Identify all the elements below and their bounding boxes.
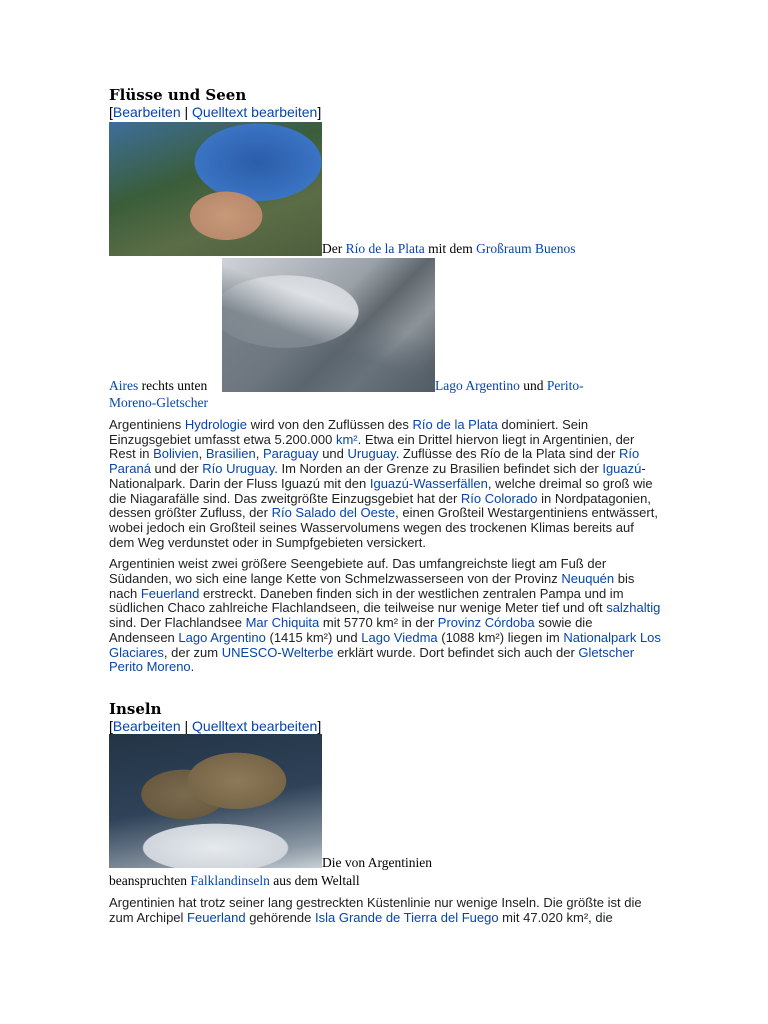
link-moreno-gletscher[interactable]: Moreno-Gletscher xyxy=(109,395,208,410)
edit-separator: | xyxy=(180,104,193,120)
bracket-open: [ xyxy=(109,104,113,120)
bracket-close: ] xyxy=(317,718,322,734)
section-fluesse-und-seen xyxy=(109,86,661,675)
text: , xyxy=(198,446,206,462)
text: (1088 km²) liegen im xyxy=(437,629,564,645)
edit-links-fluesse xyxy=(109,104,661,120)
link-brasilien[interactable]: Brasilien xyxy=(205,446,256,462)
link-provinz-cordoba[interactable]: Provinz Córdoba xyxy=(437,615,535,631)
text: Argentinien weist zwei größere Seengebiete auf. Das umfangreichste liegt am Fuß der Südanden, wo sich eine lange Kette von Schmelzwasserseen von der Provinz xyxy=(109,556,607,587)
link-nationalpark-los-glaciares[interactable]: Nationalpark Los Glaciares xyxy=(109,629,661,660)
edit-links-inseln xyxy=(109,718,661,734)
caption-text: beanspruchten xyxy=(109,873,191,888)
bracket-open: [ xyxy=(109,718,113,734)
caption-line-2b xyxy=(435,378,584,394)
caption-text: aus dem Weltall xyxy=(269,873,360,888)
heading-fluesse-und-seen: Flüsse und Seen xyxy=(109,86,247,104)
caption-text: und xyxy=(519,378,547,393)
link-gletscher-perito-moreno[interactable]: Gletscher Perito Moreno xyxy=(109,644,635,675)
text: Argentiniens xyxy=(109,417,185,432)
text: bis nach xyxy=(109,571,635,601)
text: . Zuflüsse des Río de la Plata sind der xyxy=(395,446,619,462)
section-inseln xyxy=(109,700,661,925)
link-isla-grande[interactable]: Isla Grande de Tierra del Fuego xyxy=(315,909,499,925)
paragraph-seen xyxy=(109,557,661,675)
text: . xyxy=(190,659,195,675)
link-mar-chiquita[interactable]: Mar Chiquita xyxy=(245,615,320,631)
bracket-close: ] xyxy=(317,104,322,120)
link-perito[interactable]: Perito- xyxy=(546,378,584,393)
link-iguazu[interactable]: Iguazú xyxy=(602,461,642,477)
text: (1415 km²) und xyxy=(265,629,362,645)
text: wird von den Zuflüssen des xyxy=(247,417,413,432)
text: erstreckt. Daneben finden sich in der westlichen zentralen Pampa und im südlichen Chaco zahlreiche Flachlandseen, die teilweise nur wenige Meter tief und oft xyxy=(109,585,624,616)
link-feuerland[interactable]: Feuerland xyxy=(140,585,200,601)
link-lago-argentino[interactable]: Lago Argentino xyxy=(435,378,520,393)
text: mit 47.020 km², die xyxy=(498,909,613,925)
text: dominiert. Sein Einzugsgebiet umfasst etwa 5.200.000 xyxy=(109,417,589,447)
heading-inseln: Inseln xyxy=(109,700,162,718)
link-rio-colorado[interactable]: Río Colorado xyxy=(460,490,538,506)
text: , xyxy=(255,446,263,462)
caption-inseln-line-1: Die von Argentinien xyxy=(322,855,432,870)
paragraph-hydrologie xyxy=(109,418,661,550)
link-hydrologie[interactable]: Hydrologie xyxy=(184,417,248,432)
text: gehörende xyxy=(245,909,315,925)
text: sind. Der Flachlandsee xyxy=(109,615,246,631)
text: Argentinien hat trotz seiner lang gestreckten Küstenlinie nur wenige Inseln. Die größte ist die zum Archipel xyxy=(109,895,642,925)
link-bolivien[interactable]: Bolivien xyxy=(153,446,199,462)
link-iguazu-wasserfaelle[interactable]: Iguazú-Wasserfällen xyxy=(369,475,488,491)
caption-line-1 xyxy=(322,241,575,257)
text: und xyxy=(318,446,348,462)
text: , der zum xyxy=(163,644,222,660)
glacier-photo[interactable] xyxy=(222,258,435,392)
link-feuerland-2[interactable]: Feuerland xyxy=(187,909,246,925)
text: , einen Großteil Westargentiniens entwässert, wobei jedoch ein Großteil seines Wasservolumens wegen des trockenen Klimas bereits auf dem Weg verdunstet oder in Sumpfgebieten versickert. xyxy=(109,505,658,550)
link-rio-salado-del-oeste[interactable]: Río Salado del Oeste xyxy=(271,505,396,521)
link-neuquen[interactable]: Neuquén xyxy=(561,571,615,587)
text: sowie die Andenseen xyxy=(109,615,593,645)
link-paraguay[interactable]: Paraguay xyxy=(262,446,319,462)
caption-inseln-line-2 xyxy=(109,873,360,889)
text: und der xyxy=(150,461,203,477)
caption-line-2 xyxy=(109,378,207,394)
link-unesco-welterbe[interactable]: UNESCO-Welterbe xyxy=(221,644,334,660)
edit-source-link[interactable]: Quelltext bearbeiten xyxy=(192,104,318,120)
link-salzhaltig[interactable]: salzhaltig xyxy=(606,600,661,616)
text: in Nordpatagonien, dessen größter Zufluss, der xyxy=(109,490,652,521)
caption-text: mit dem xyxy=(424,241,477,256)
paragraph-inseln xyxy=(109,896,661,925)
link-aires[interactable]: Aires xyxy=(109,378,139,393)
link-rio-parana[interactable]: Río Paraná xyxy=(109,446,640,477)
edit-link[interactable]: Bearbeiten xyxy=(112,104,181,120)
body-inseln xyxy=(109,896,661,925)
edit-source-link[interactable]: Quelltext bearbeiten xyxy=(192,718,318,734)
falklandinseln-photo[interactable] xyxy=(109,734,322,868)
edit-separator: | xyxy=(180,718,193,734)
link-falklandinseln[interactable]: Falklandinseln xyxy=(190,873,270,888)
edit-link[interactable]: Bearbeiten xyxy=(112,718,181,734)
caption-text: rechts unten xyxy=(138,378,208,393)
link-lago-viedma[interactable]: Lago Viedma xyxy=(361,629,438,645)
link-rio-de-la-plata[interactable]: Río de la Plata xyxy=(345,241,425,256)
caption-line-3 xyxy=(109,395,208,411)
caption-text: Der xyxy=(322,241,346,256)
text: , welche dreimal so groß wie die Niagarafälle sind. Das zweitgrößte Einzugsgebiet hat der xyxy=(109,475,653,506)
body-paragraphs xyxy=(109,418,661,675)
link-rio-de-la-plata-2[interactable]: Río de la Plata xyxy=(412,417,498,432)
text: . Im Norden an der Grenze zu Brasilien befindet sich der xyxy=(274,461,603,477)
link-uruguay[interactable]: Uruguay xyxy=(347,446,396,462)
text: . Etwa ein Drittel hiervon liegt in Argentinien, der Rest in xyxy=(109,431,635,462)
text: erklärt wurde. Dort befindet sich auch der xyxy=(333,644,579,660)
rio-de-la-plata-photo[interactable] xyxy=(109,122,322,256)
link-rio-uruguay[interactable]: Río Uruguay xyxy=(202,461,275,477)
link-lago-argentino-2[interactable]: Lago Argentino xyxy=(178,629,266,645)
text: -Nationalpark. Darin der Fluss Iguazú mit den xyxy=(109,461,646,491)
link-km2[interactable]: km² xyxy=(335,431,358,447)
text: mit 5770 km² in der xyxy=(319,615,438,631)
link-grossraum-buenos-aires[interactable]: Großraum Buenos xyxy=(476,241,576,256)
